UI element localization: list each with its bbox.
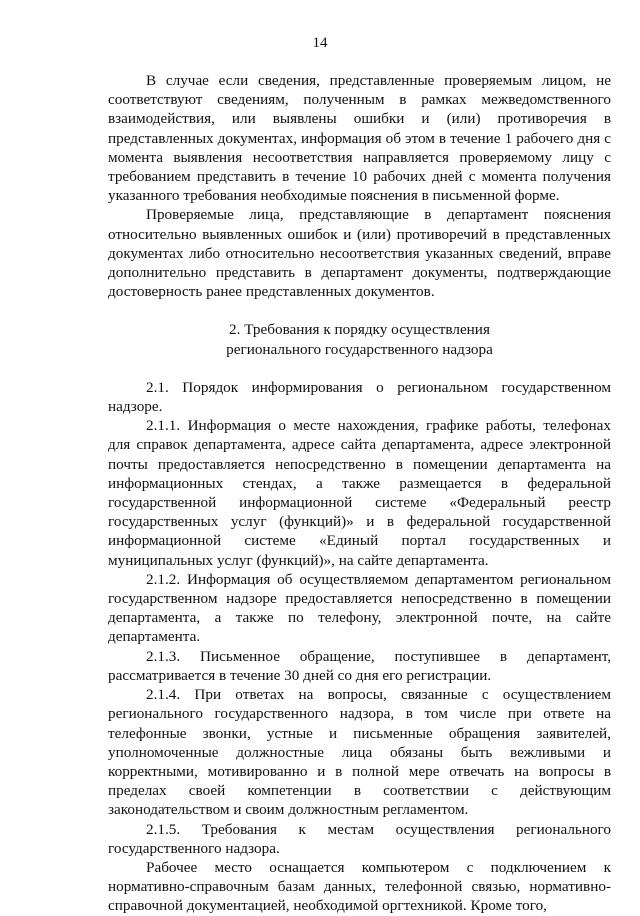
paragraph-2-1: 2.1. Порядок информирования о региональном государственном надзоре. <box>108 378 611 416</box>
section-heading-line-2: регионального государственного надзора <box>226 340 493 358</box>
paragraph-additional-documents: Проверяемые лица, представляющие в департамент пояснения относительно выявленных ошибок и (или) противоречий в представленных документах либо относительно несоответствия указанных сведений, вправе дополнительно представить в департамент документы, подтверждающие достоверность ранее представленных документов. <box>108 206 611 301</box>
page-number: 14 <box>312 35 328 51</box>
paragraph-2-1-3: 2.1.3. Письменное обращение, поступившее в департамент, рассматривается в течение 30 дней со дня его регистрации. <box>108 647 611 684</box>
paragraph-2-1-2: 2.1.2. Информация об осуществляемом департаментом региональном государственном надзоре предоставляется непосредственно в помещении департамента, а также по телефону, электронной почте, на сайте департамента. <box>108 570 611 646</box>
paragraph-2-1-5: 2.1.5. Требования к местам осуществления регионального государственного надзора. <box>108 820 611 857</box>
paragraph-2-1-4: 2.1.4. При ответах на вопросы, связанные с осуществлением регионального государственного надзора, в том числе при ответе на телефонные звонки, устные и письменные обращения заявителей, уполномоченные должностные лица обязаны быть вежливыми и корректными, мотивированно и в полной мере отвечать на вопросы в пределах своей компетенции в соответствии с действующим законодательством и своим должностным регламентом. <box>108 686 611 819</box>
paragraph-workplace: Рабочее место оснащается компьютером с подключением к нормативно-справочным базам данных, телефонной связью, нормативно-справочной документацией, необходимой оргтехникой. Кроме того, <box>108 858 611 915</box>
paragraph-discrepancy-notice: В случае если сведения, представленные проверяемым лицом, не соответствуют сведениям, полученным в рамках межведомственного взаимодействия, или выявлены ошибки и (или) противоречия в представленных документах, информация об этом в течение 1 рабочего дня с момента выявления несоответствия направляется проверяемому лицу с требованием представить в течение 10 рабочих дней с момента получения указанного требования необходимые пояснения в письменной форме. <box>108 72 611 205</box>
section-heading-line-1: 2. Требования к порядку осуществления <box>229 321 490 339</box>
paragraph-2-1-1: 2.1.1. Информация о месте нахождения, графике работы, телефонах для справок департамента, адресе сайта департамента, адресе электронной почты предоставляется непосредственно в помещении департамента на информационных стендах, а также размещается в федеральной государственной информационной системе «Федеральный реестр государственных услуг (функций)» и в федеральной государственной информационной системе «Единый портал государственных и муниципальных услуг (функций)», на сайте департамента. <box>108 417 611 569</box>
document-body <box>108 71 611 916</box>
